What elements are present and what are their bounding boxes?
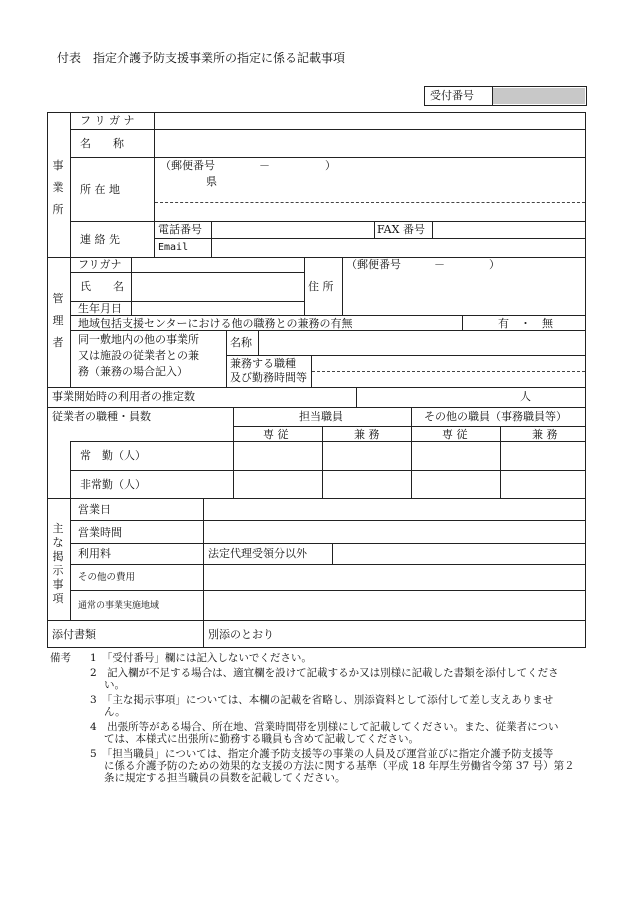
note-5c: 条に規定する担当職員の員数を記載してください。 [104, 772, 346, 784]
divider [70, 520, 586, 521]
divider [500, 426, 501, 498]
other-cost-label: その他の費用 [78, 572, 136, 583]
staff-part-1: 兼 務 [354, 428, 380, 441]
staff-full-2: 専 従 [442, 428, 468, 441]
staff-label: 従業者の職種・員数 [52, 410, 151, 423]
receipt-label: 受付番号 [430, 89, 474, 102]
divider [70, 129, 586, 130]
form-frame [47, 112, 586, 648]
page-title: 付表 指定介護予防支援事業所の指定に係る記載事項 [57, 51, 346, 65]
divider [432, 221, 433, 238]
divider [47, 498, 586, 499]
other-office-label-3: 務（兼務の場合記入） [78, 365, 188, 378]
note-2a: 2 記入欄が不足する場合は、適宜欄を設けて記載するか又は別様に記載した書類を添付してくださ [90, 667, 559, 679]
attach-label: 添付書類 [52, 628, 96, 641]
divider [70, 470, 586, 471]
staff-full-1: 専 従 [263, 428, 289, 441]
other-name-label: 名称 [230, 336, 252, 349]
note-4a: 4 出張所等がある場合、所在地、営業時間帯を別様にして記載してください。また、従業者につい [90, 721, 559, 733]
receipt-divider [492, 86, 493, 106]
fax-label: FAX 番号 [377, 223, 425, 236]
duty-label-2: 及び勤務時間等 [230, 371, 307, 384]
dashed-divider [312, 371, 585, 372]
divider [411, 407, 412, 498]
jigyosho-address-label: 所 在 地 [80, 183, 120, 196]
hours-label: 営業時間 [78, 526, 122, 539]
users-unit: 人 [520, 390, 531, 403]
divider [70, 543, 586, 544]
divider [70, 330, 586, 331]
divider [47, 387, 586, 388]
yes-no-option[interactable]: 有 ・ 無 [498, 317, 553, 330]
jigyosho-furigana-label: フ リ ガ ナ [80, 114, 135, 127]
divider [70, 112, 71, 257]
staff-part-2: 兼 務 [532, 428, 558, 441]
divider [70, 221, 586, 222]
divider [226, 330, 227, 387]
fulltime-label: 常 勤（人） [80, 449, 146, 462]
section-label-jigyosho: 事業所 [52, 159, 64, 216]
other-office-label-1: 同一敷地内の他の事業所 [78, 333, 199, 346]
divider [70, 272, 304, 273]
email-label: Email [158, 242, 189, 253]
section-label-kanrisha: 管理者 [52, 292, 64, 349]
note-5b: に係る介護予防のための効果的な支援の方法に関する基準（平成 18 年厚生労働省令第 37 号）第２ [104, 760, 575, 772]
note-3b: ん。 [104, 706, 126, 718]
staff-group-1: 担当職員 [299, 410, 343, 423]
jigyosho-contact-label: 連 絡 先 [80, 233, 120, 246]
divider [332, 543, 333, 564]
kanrisha-postal: （郵便番号 － ） [346, 258, 500, 271]
kanrisha-name-label: 氏 名 [80, 280, 124, 293]
divider [154, 112, 155, 257]
divider [70, 590, 586, 591]
divider [70, 498, 71, 620]
note-2b: い。 [104, 679, 125, 691]
concurrent-label: 地域包括支援センターにおける他の職務との兼務の有無 [78, 317, 353, 330]
divider [70, 315, 586, 316]
kanrisha-address-label: 住 所 [308, 280, 334, 293]
note-3a: 3 「主な掲示事項」については、本欄の記載を省略し、別添資料として添付して差し支えありませ [90, 694, 554, 706]
area-label: 通常の事業実施地域 [78, 601, 160, 611]
staff-group-2: その他の職員（事務職員等） [424, 410, 567, 423]
note-4b: ては、本様式に出張所に勤務する職員も含めて記載してください。 [104, 733, 419, 745]
days-label: 営業日 [78, 503, 111, 516]
notes-head: 備考 [50, 652, 71, 664]
divider [356, 387, 357, 407]
note-1: 1 「受付番号」欄には記入しないでください。 [90, 652, 312, 664]
divider [374, 221, 375, 238]
divider [462, 315, 463, 330]
fee-label: 利用料 [78, 547, 111, 560]
duty-label-1: 兼務する職種 [230, 357, 296, 370]
section-label-main: 主な掲示事項 [52, 522, 64, 605]
birth-label: 生年月日 [78, 302, 122, 315]
attach-value: 別添のとおり [208, 628, 274, 641]
divider [342, 257, 343, 315]
users-label: 事業開始時の利用者の推定数 [52, 390, 195, 403]
phone-label: 電話番号 [158, 223, 202, 236]
divider [233, 407, 234, 498]
kanrisha-furigana-label: フリガナ [78, 258, 122, 271]
note-5a: 5 「担当職員」については、指定介護予防支援等の事業の人員及び運営並びに指定介護予防支援等 [90, 748, 554, 760]
divider [258, 330, 259, 355]
divider [47, 257, 586, 258]
jigyosho-postal: （郵便番号 － ） [160, 159, 336, 172]
divider [70, 157, 586, 158]
divider [304, 257, 305, 315]
divider [47, 407, 586, 408]
jigyosho-name-label: 名 称 [80, 137, 124, 150]
divider [226, 355, 586, 356]
divider [70, 441, 586, 442]
divider [211, 221, 212, 257]
divider [131, 257, 132, 315]
divider [47, 620, 586, 621]
fee-other-label: 法定代理受領分以外 [208, 547, 307, 560]
divider [322, 426, 323, 498]
divider [70, 564, 586, 565]
parttime-label: 非常勤（人） [80, 478, 146, 491]
dashed-divider [155, 202, 585, 203]
other-office-label-2: 又は施設の従業者との兼 [78, 349, 199, 362]
divider [154, 238, 586, 239]
jigyosho-prefecture: 県 [206, 175, 217, 188]
divider [233, 426, 586, 427]
receipt-number-field[interactable] [493, 88, 585, 104]
divider [70, 257, 71, 387]
